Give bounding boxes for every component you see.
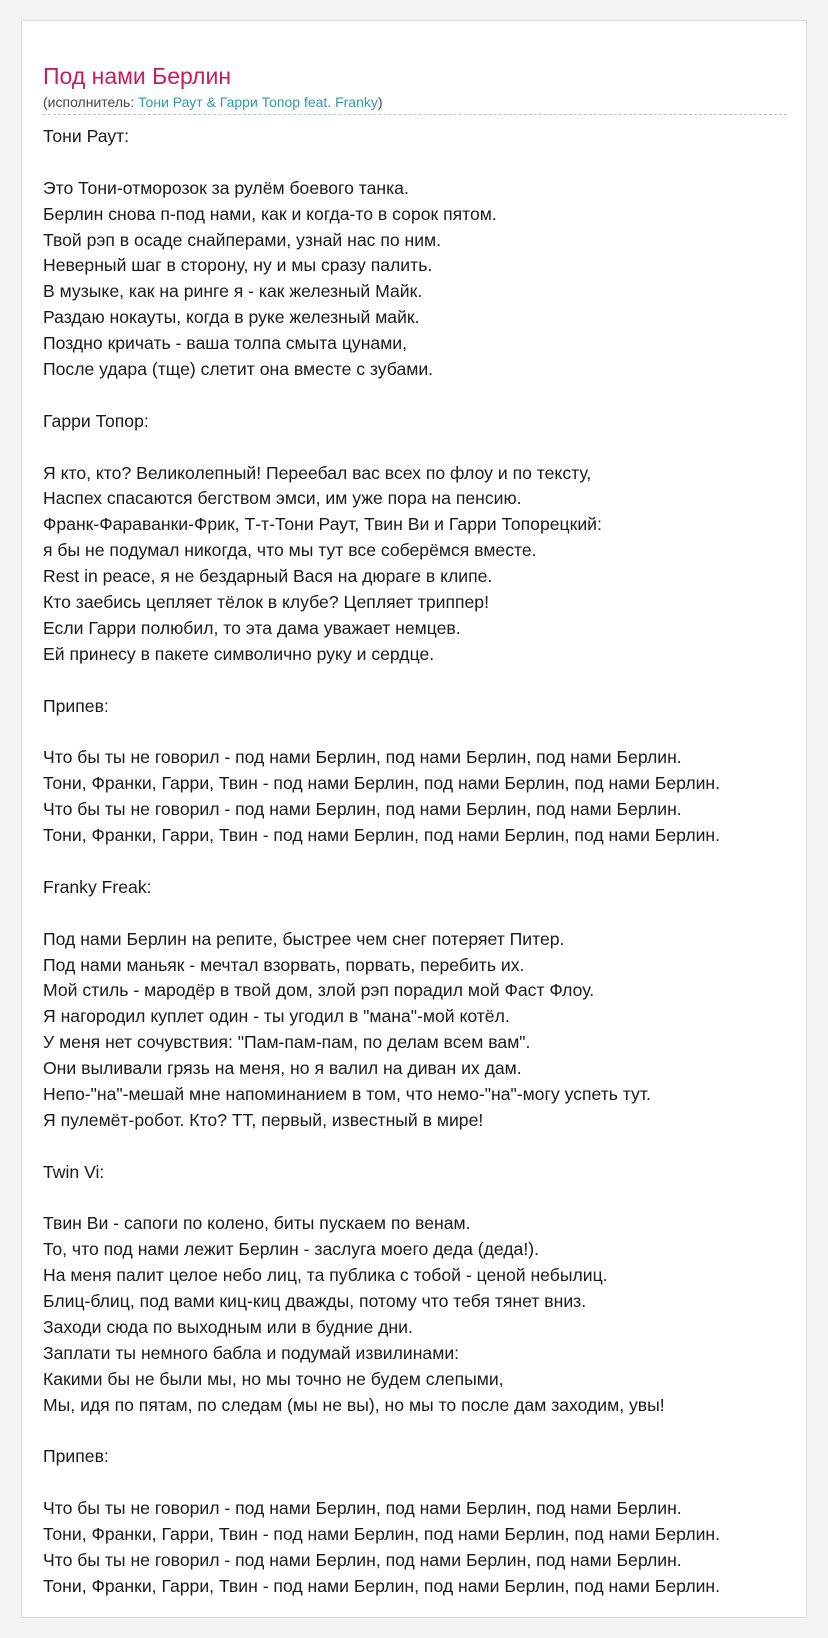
lyrics-line: Припев: bbox=[43, 695, 109, 716]
lyrics-line: У меня нет сочувствия: "Пам-пам-пам, по делам всем вам". bbox=[43, 1032, 531, 1053]
lyrics-line: Блиц-блиц, под вами киц-киц дважды, потому что тебя тянет вниз. bbox=[43, 1291, 587, 1312]
performer-link[interactable]: Тони Раут & Гарри Топор feat. Franky bbox=[138, 94, 378, 110]
lyrics-line: Franky Freak: bbox=[43, 876, 152, 897]
lyrics-blank-line bbox=[43, 1470, 807, 1496]
performer-prefix: (исполнитель: bbox=[43, 94, 139, 110]
lyrics-blank-line bbox=[43, 1419, 807, 1445]
lyrics-line: Под нами маньяк - мечтал взорвать, порвать, перебить их. bbox=[43, 954, 525, 975]
lyrics-line: Поздно кричать - ваша толпа смыта цунами, bbox=[43, 333, 408, 354]
lyrics-line: Тони, Франки, Гарри, Твин - под нами Берлин, под нами Берлин, под нами Берлин. bbox=[43, 1575, 721, 1596]
lyrics-line: Гарри Топор: bbox=[43, 410, 149, 431]
lyrics-line: Под нами Берлин на репите, быстрее чем снег потеряет Питер. bbox=[43, 928, 565, 949]
lyrics-line: Франк-Фараванки-Фрик, Т-т-Тони Раут, Твин Ви и Гарри Топорецкий: bbox=[43, 514, 602, 535]
performer-suffix: ) bbox=[377, 94, 383, 110]
lyrics-line: Твой рэп в осаде снайперами, узнай нас по ним. bbox=[43, 229, 442, 250]
lyrics-line: я бы не подумал никогда, что мы тут все соберёмся вместе. bbox=[43, 540, 537, 561]
lyrics-line: Неверный шаг в сторону, ну и мы сразу палить. bbox=[43, 255, 433, 276]
lyrics-line: Берлин снова п-под нами, как и когда-то в сорок пятом. bbox=[43, 203, 497, 224]
lyrics-line: Какими бы не были мы, но мы точно не будем слепыми, bbox=[43, 1368, 504, 1389]
lyrics-line: Я пулемёт-робот. Кто? ТТ, первый, известный в мире! bbox=[43, 1109, 484, 1130]
lyrics-line: На меня палит целое небо лиц, та публика с тобой - ценой небылиц. bbox=[43, 1265, 608, 1286]
lyrics-line: Ей принесу в пакете символично руку и сердце. bbox=[43, 643, 435, 664]
lyrics-blank-line bbox=[43, 849, 807, 875]
lyrics-line: Раздаю нокауты, когда в руке железный майк. bbox=[43, 307, 420, 328]
lyrics-line: Они выливали грязь на меня, но я валил на диван их дам. bbox=[43, 1058, 522, 1079]
lyrics-line: После удара (тще) слетит она вместе с зубами. bbox=[43, 359, 434, 380]
page-title: Под нами Берлин bbox=[43, 63, 232, 89]
lyrics-line: Я кто, кто? Великолепный! Переебал вас всех по флоу и по тексту, bbox=[43, 462, 592, 483]
lyrics-card bbox=[21, 20, 807, 1618]
song-header bbox=[43, 41, 787, 115]
lyrics-line: Мой стиль - мародёр в твой дом, злой рэп порадил мой Фаст Флоу. bbox=[43, 980, 595, 1001]
lyrics-line: Твин Ви - сапоги по колено, биты пускаем по венам. bbox=[43, 1213, 471, 1234]
lyrics-line: Что бы ты не говорил - под нами Берлин, под нами Берлин, под нами Берлин. bbox=[43, 747, 682, 768]
lyrics-blank-line bbox=[43, 668, 807, 694]
lyrics-line: Rest in peace, я не бездарный Вася на дюраге в клипе. bbox=[43, 566, 493, 587]
lyrics-line: Кто заебись цепляет тёлок в клубе? Цепляет триппер! bbox=[43, 592, 489, 613]
lyrics-line: Это Тони-отморозок за рулём боевого танка. bbox=[43, 177, 409, 198]
lyrics-blank-line bbox=[43, 383, 807, 409]
lyrics-line: Что бы ты не говорил - под нами Берлин, под нами Берлин, под нами Берлин. bbox=[43, 1549, 682, 1570]
lyrics-line: Наспех спасаются бегством эмси, им уже пора на пенсию. bbox=[43, 488, 522, 509]
lyrics-line: Что бы ты не говорил - под нами Берлин, под нами Берлин, под нами Берлин. bbox=[43, 799, 682, 820]
lyrics-blank-line bbox=[43, 435, 807, 461]
lyrics-blank-line bbox=[43, 719, 807, 745]
lyrics-text bbox=[43, 124, 807, 1600]
lyrics-line: В музыке, как на ринге я - как железный Майк. bbox=[43, 281, 423, 302]
lyrics-line: Непо-"на"-мешай мне напоминанием в том, что немо-"на"-могу успеть тут. bbox=[43, 1083, 651, 1104]
lyrics-line: Если Гарри полюбил, то эта дама уважает немцев. bbox=[43, 617, 461, 638]
lyrics-line: Мы, идя по пятам, по следам (мы не вы), но мы то после дам заходим, увы! bbox=[43, 1394, 665, 1415]
lyrics-line: Тони, Франки, Гарри, Твин - под нами Берлин, под нами Берлин, под нами Берлин. bbox=[43, 773, 721, 794]
lyrics-line: То, что под нами лежит Берлин - заслуга моего деда (деда!). bbox=[43, 1239, 539, 1260]
lyrics-blank-line bbox=[43, 150, 807, 176]
lyrics-blank-line bbox=[43, 1134, 807, 1160]
lyrics-line: Я нагородил куплет один - ты угодил в "мана"-мой котёл. bbox=[43, 1006, 510, 1027]
lyrics-line: Тони, Франки, Гарри, Твин - под нами Берлин, под нами Берлин, под нами Берлин. bbox=[43, 1524, 721, 1545]
lyrics-line: Тони Раут: bbox=[43, 126, 130, 146]
lyrics-line: Заходи сюда по выходным или в будние дни. bbox=[43, 1316, 413, 1337]
lyrics-blank-line bbox=[43, 901, 807, 927]
performer-line bbox=[43, 93, 383, 111]
lyrics-line: Тони, Франки, Гарри, Твин - под нами Берлин, под нами Берлин, под нами Берлин. bbox=[43, 825, 721, 846]
lyrics-line: Заплати ты немного бабла и подумай извилинами: bbox=[43, 1342, 460, 1363]
lyrics-blank-line bbox=[43, 1186, 807, 1212]
lyrics-line: Что бы ты не говорил - под нами Берлин, под нами Берлин, под нами Берлин. bbox=[43, 1498, 682, 1519]
lyrics-line: Twin Vi: bbox=[43, 1161, 105, 1182]
lyrics-line: Припев: bbox=[43, 1446, 109, 1467]
